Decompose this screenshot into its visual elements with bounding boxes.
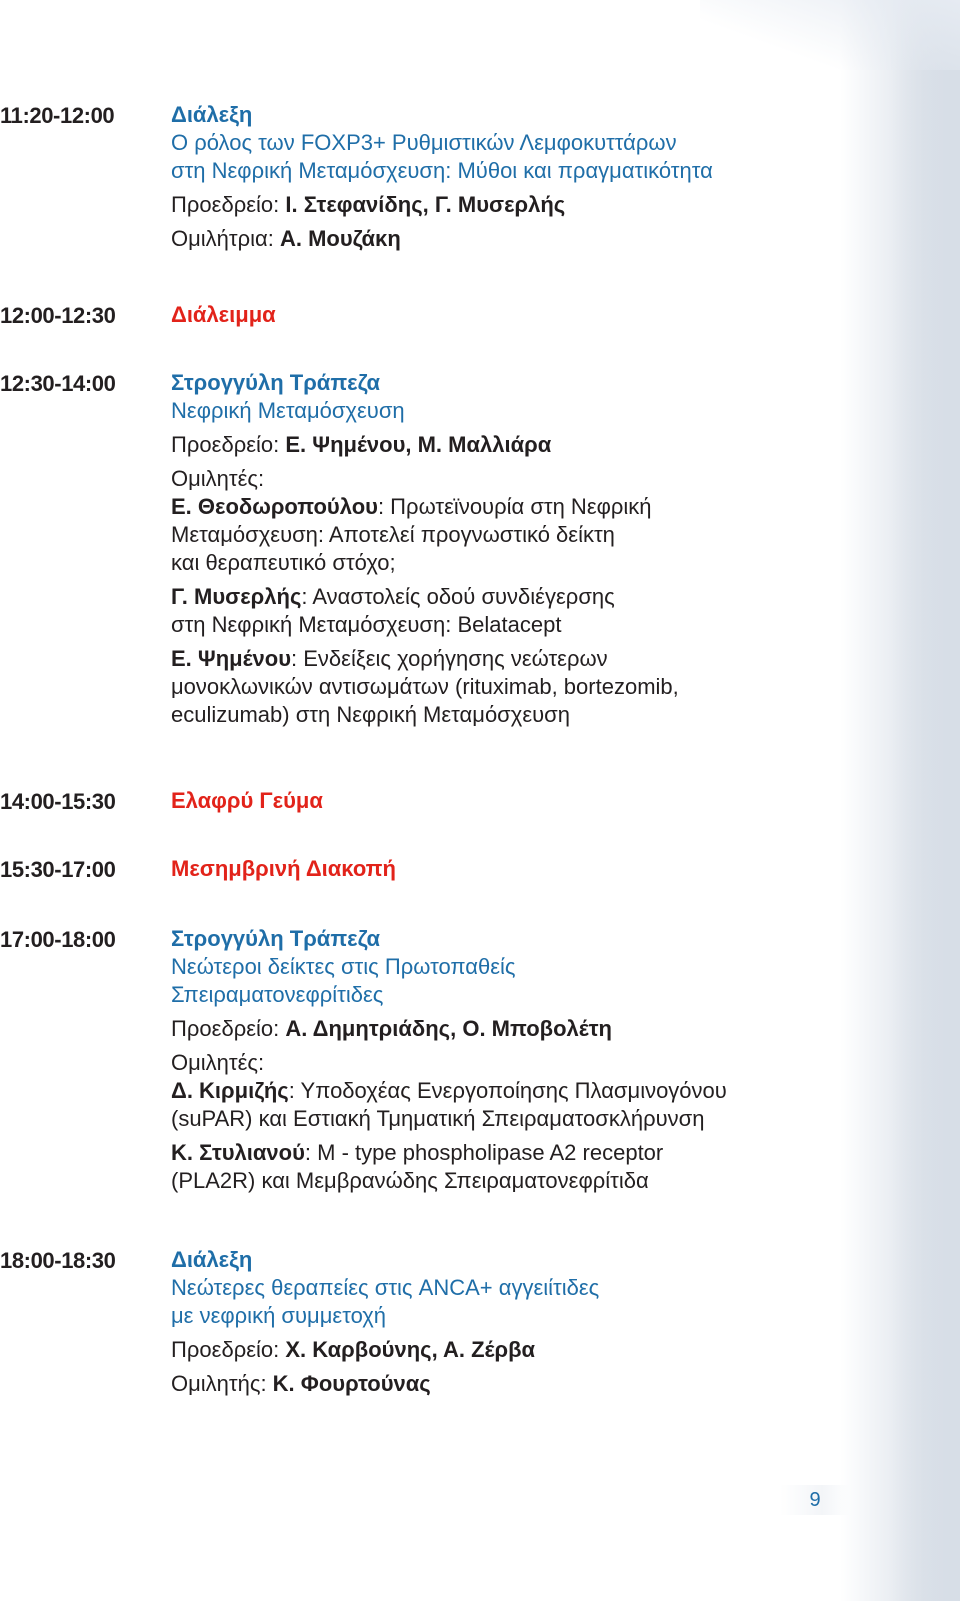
session-title-line: Νεώτερες θεραπείες στις ANCA+ αγγειίτιδες — [171, 1275, 600, 1300]
chairs-names: Α. Δημητριάδης, Ο. Μποβολέτη — [285, 1016, 612, 1041]
session-title-line: με νεφρική συμμετοχή — [171, 1303, 386, 1328]
session-type-break: Διάλειμμα — [171, 302, 276, 327]
session-time: 18:00-18:30 — [0, 1248, 116, 1273]
talk-speaker: Ε. Ψημένου — [171, 646, 292, 671]
session-body — [171, 787, 871, 815]
session-body — [171, 369, 871, 729]
talk-line: (suPAR) και Εστιακή Τμηματική Σπειραματοσκλήρυνση — [171, 1106, 705, 1131]
session-type: Διάλεξη — [171, 102, 253, 127]
session-title-line: Νεώτεροι δείκτες στις Πρωτοπαθείς — [171, 954, 516, 979]
speakers-label: Ομιλητές: — [171, 1050, 265, 1075]
speaker-label: Ομιλήτρια: — [171, 226, 280, 251]
session-chairs — [171, 191, 871, 219]
speaker-name: Α. Μουζάκη — [279, 226, 401, 251]
session-time: 11:20-12:00 — [0, 103, 115, 128]
session-chairs — [171, 1336, 871, 1364]
talk-speaker: Ε. Θεοδωροπούλου — [171, 494, 378, 519]
talk-speaker: Γ. Μυσερλής — [171, 584, 302, 609]
talk-line: (PLA2R) και Μεμβρανώδης Σπειραματονεφρίτιδα — [171, 1168, 649, 1193]
speaker-label: Ομιλητής: — [171, 1371, 273, 1396]
session-title-line: Ο ρόλος των FOXP3+ Ρυθμιστικών Λεμφοκυττάρων — [171, 130, 677, 155]
session-body — [171, 925, 871, 1195]
page-corner-shading — [700, 0, 960, 70]
chairs-names: Ε. Ψημένου, Μ. Μαλλιάρα — [285, 432, 552, 457]
talk-line — [171, 493, 871, 521]
session-chairs — [171, 431, 871, 459]
talk-speaker: Κ. Στυλιανού — [171, 1140, 305, 1165]
session-body — [171, 301, 871, 329]
speakers-label: Ομιλητές: — [171, 466, 265, 491]
session-body — [171, 1246, 871, 1398]
session-chairs — [171, 1015, 871, 1043]
talk-line: και θεραπευτικό στόχο; — [171, 550, 396, 575]
session-type-break: Μεσημβρινή Διακοπή — [171, 856, 396, 881]
talk-text: : Υποδοχέας Ενεργοποίησης Πλασμινογόνου — [288, 1078, 727, 1103]
session-type: Στρογγύλη Τράπεζα — [171, 370, 381, 395]
session-time: 14:00-15:30 — [0, 789, 116, 814]
talk-text: : Αναστολείς οδού συνδιέγερσης — [301, 584, 615, 609]
chairs-label: Προεδρείο: — [171, 192, 286, 217]
session-time: 15:30-17:00 — [0, 857, 116, 882]
talk-line — [171, 645, 871, 673]
page-edge-band — [890, 0, 960, 1601]
session-time: 12:00-12:30 — [0, 303, 116, 328]
talk-speaker: Δ. Κιρμιζής — [171, 1078, 289, 1103]
talk-text: : Ενδείξεις χορήγησης νεώτερων — [291, 646, 608, 671]
session-time: 12:30-14:00 — [0, 371, 116, 396]
session-type: Στρογγύλη Τράπεζα — [171, 926, 381, 951]
talk-line — [171, 1077, 871, 1105]
talk-text: : Πρωτεϊνουρία στη Νεφρική — [377, 494, 652, 519]
session-body — [171, 101, 871, 253]
talk-line: eculizumab) στη Νεφρική Μεταμόσχευση — [171, 702, 570, 727]
chairs-label: Προεδρείο: — [171, 432, 286, 457]
session-speaker — [171, 1370, 871, 1398]
talk-line — [171, 1139, 871, 1167]
talk-line — [171, 583, 871, 611]
chairs-label: Προεδρείο: — [171, 1016, 286, 1041]
talk-line: Μεταμόσχευση: Αποτελεί προγνωστικό δείκτη — [171, 522, 615, 547]
session-body — [171, 855, 871, 883]
chairs-names: Ι. Στεφανίδης, Γ. Μυσερλής — [285, 192, 566, 217]
session-speaker — [171, 225, 871, 253]
chairs-names: Χ. Καρβούνης, Α. Ζέρβα — [285, 1337, 536, 1362]
session-title-line: Νεφρική Μεταμόσχευση — [171, 398, 405, 423]
session-type: Διάλεξη — [171, 1247, 253, 1272]
session-title-line: στη Νεφρική Μεταμόσχευση: Μύθοι και πραγματικότητα — [171, 158, 713, 183]
session-title-line: Σπειραματονεφρίτιδες — [171, 982, 384, 1007]
speaker-name: Κ. Φουρτούνας — [272, 1371, 431, 1396]
session-time: 17:00-18:00 — [0, 927, 116, 952]
talk-text: : M - type phospholipase A2 receptor — [304, 1140, 664, 1165]
session-type-break: Ελαφρύ Γεύμα — [171, 788, 323, 813]
talk-line: μονοκλωνικών αντισωμάτων (rituximab, bortezomib, — [171, 674, 679, 699]
page-number: 9 — [780, 1485, 850, 1515]
talk-line: στη Νεφρική Μεταμόσχευση: Belatacept — [171, 612, 562, 637]
chairs-label: Προεδρείο: — [171, 1337, 286, 1362]
